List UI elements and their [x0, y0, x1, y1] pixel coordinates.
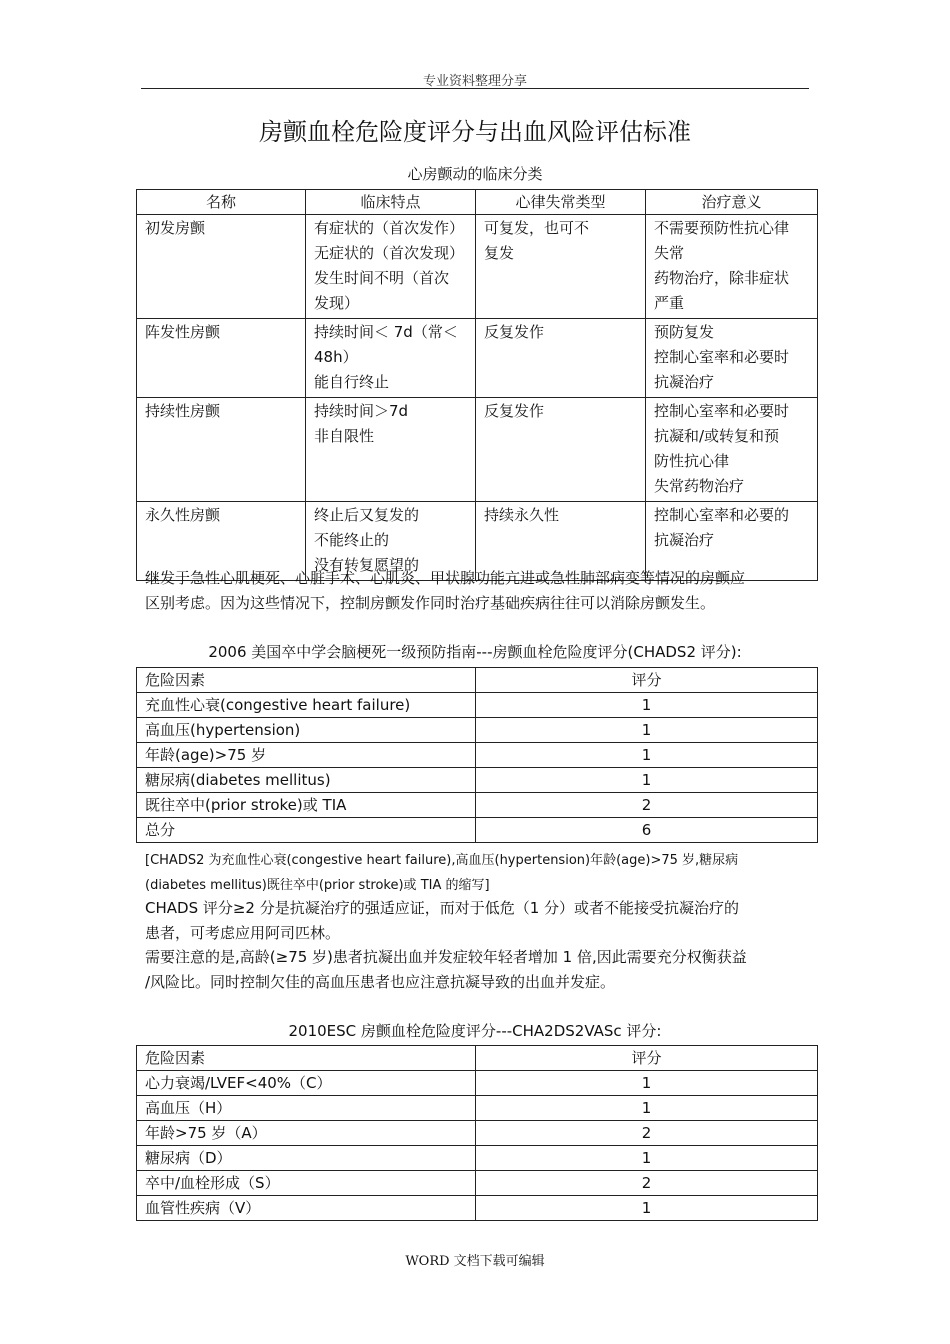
- chads2-footnote: [CHADS2 为充血性心衰(congestive heart failure),高血压(hypertension)年龄(age)>75 岁,糖尿病 (diabetes mellitus)既往卒中(prior stroke)或 TIA 的缩写]: [145, 853, 739, 893]
- treatment-significance: 控制心室率和必要的 抗凝治疗: [646, 502, 818, 581]
- score: 1: [476, 1096, 818, 1121]
- clinical-features: 持续时间＞7d 非自限性: [306, 398, 476, 502]
- score: 1: [476, 768, 818, 793]
- classification-header-row: [137, 190, 818, 215]
- page-footer: WORD 文档下载可编辑: [405, 1254, 545, 1269]
- treatment-significance: 预防复发 控制心室率和必要时 抗凝治疗: [646, 319, 818, 398]
- risk-factor: 年龄(age)>75 岁: [137, 743, 476, 768]
- af-type-name: 阵发性房颤: [137, 319, 306, 398]
- af-type-name: 永久性房颤: [137, 502, 306, 581]
- table-row: [137, 768, 818, 793]
- cha2ds2-table: [136, 1045, 818, 1221]
- table-row: [137, 1171, 818, 1196]
- table-row: [137, 1121, 818, 1146]
- score: 2: [476, 1171, 818, 1196]
- arrhythmia-type: 反复发作: [476, 319, 646, 398]
- column-header: 危险因素: [137, 668, 476, 693]
- header-rule: [141, 88, 809, 89]
- classification-caption: 心房颤动的临床分类: [407, 165, 543, 183]
- risk-factor: 高血压（H）: [137, 1096, 476, 1121]
- chads2-header-row: [137, 668, 818, 693]
- column-header: 名称: [137, 190, 306, 215]
- risk-factor: 总分: [137, 818, 476, 843]
- table-row: [137, 818, 818, 843]
- chads2-paragraph-2: 需要注意的是,高龄(≥75 岁)患者抗凝出血并发症较年轻者增加 1 倍,因此需要充分权衡获益 /风险比。同时控制欠佳的高血压患者也应注意抗凝导致的出血并发症。: [145, 948, 747, 991]
- column-header: 评分: [476, 1046, 818, 1071]
- table-row: [137, 743, 818, 768]
- table-row: [137, 215, 818, 319]
- score: 1: [476, 718, 818, 743]
- column-header: 危险因素: [137, 1046, 476, 1071]
- score: 1: [476, 693, 818, 718]
- cha2ds2-header-row: [137, 1046, 818, 1071]
- table-row: [137, 793, 818, 818]
- score: 6: [476, 818, 818, 843]
- table-row: [137, 398, 818, 502]
- column-header: 心律失常类型: [476, 190, 646, 215]
- table-row: [137, 693, 818, 718]
- risk-factor: 糖尿病（D）: [137, 1146, 476, 1171]
- risk-factor: 卒中/血栓形成（S）: [137, 1171, 476, 1196]
- af-type-name: 持续性房颤: [137, 398, 306, 502]
- risk-factor: 糖尿病(diabetes mellitus): [137, 768, 476, 793]
- table-row: [137, 718, 818, 743]
- secondary-af-note: 继发于急性心肌梗死、心脏手术、心肌炎、甲状腺功能亢进或急性肺部病变等情况的房颤应 区别考虑。因为这些情况下，控制房颤发作同时治疗基础疾病往往可以消除房颤发生。: [145, 569, 746, 612]
- risk-factor: 充血性心衰(congestive heart failure): [137, 693, 476, 718]
- risk-factor: 年龄>75 岁（A）: [137, 1121, 476, 1146]
- clinical-features: 持续时间＜ 7d（常＜ 48h） 能自行终止: [306, 319, 476, 398]
- risk-factor: 血管性疾病（V）: [137, 1196, 476, 1221]
- clinical-features: 有症状的（首次发作） 无症状的（首次发现） 发生时间不明（首次 发现）: [306, 215, 476, 319]
- arrhythmia-type: 持续永久性: [476, 502, 646, 581]
- column-header: 评分: [476, 668, 818, 693]
- score: 1: [476, 1071, 818, 1096]
- chads2-paragraph-1: CHADS 评分≥2 分是抗凝治疗的强适应证，而对于低危（1 分）或者不能接受抗凝治疗的 患者，可考虑应用阿司匹林。: [145, 899, 740, 942]
- column-header: 治疗意义: [646, 190, 818, 215]
- column-header: 临床特点: [306, 190, 476, 215]
- chads2-caption: 2006 美国卒中学会脑梗死一级预防指南---房颤血栓危险度评分(CHADS2 评分):: [208, 643, 742, 661]
- arrhythmia-type: 反复发作: [476, 398, 646, 502]
- score: 1: [476, 1196, 818, 1221]
- score: 2: [476, 1121, 818, 1146]
- risk-factor: 心力衰竭/LVEF<40%（C）: [137, 1071, 476, 1096]
- chads2-table: [136, 667, 818, 843]
- table-row: [137, 1096, 818, 1121]
- score: 1: [476, 1146, 818, 1171]
- table-row: [137, 1071, 818, 1096]
- table-row: [137, 1196, 818, 1221]
- treatment-significance: 控制心室率和必要时 抗凝和/或转复和预 防性抗心律 失常药物治疗: [646, 398, 818, 502]
- arrhythmia-type: 可复发，也可不 复发: [476, 215, 646, 319]
- classification-table: [136, 189, 818, 581]
- page-header: 专业资料整理分享: [422, 74, 527, 89]
- table-row: [137, 1146, 818, 1171]
- score: 1: [476, 743, 818, 768]
- table-row: [137, 319, 818, 398]
- risk-factor: 高血压(hypertension): [137, 718, 476, 743]
- score: 2: [476, 793, 818, 818]
- clinical-features: 终止后又复发的 不能终止的 没有转复愿望的: [306, 502, 476, 581]
- treatment-significance: 不需要预防性抗心律 失常 药物治疗，除非症状 严重: [646, 215, 818, 319]
- risk-factor: 既往卒中(prior stroke)或 TIA: [137, 793, 476, 818]
- cha2ds2-caption: 2010ESC 房颤血栓危险度评分---CHA2DS2VASc 评分:: [288, 1022, 662, 1040]
- af-type-name: 初发房颤: [137, 215, 306, 319]
- document-title: 房颤血栓危险度评分与出血风险评估标准: [259, 118, 691, 146]
